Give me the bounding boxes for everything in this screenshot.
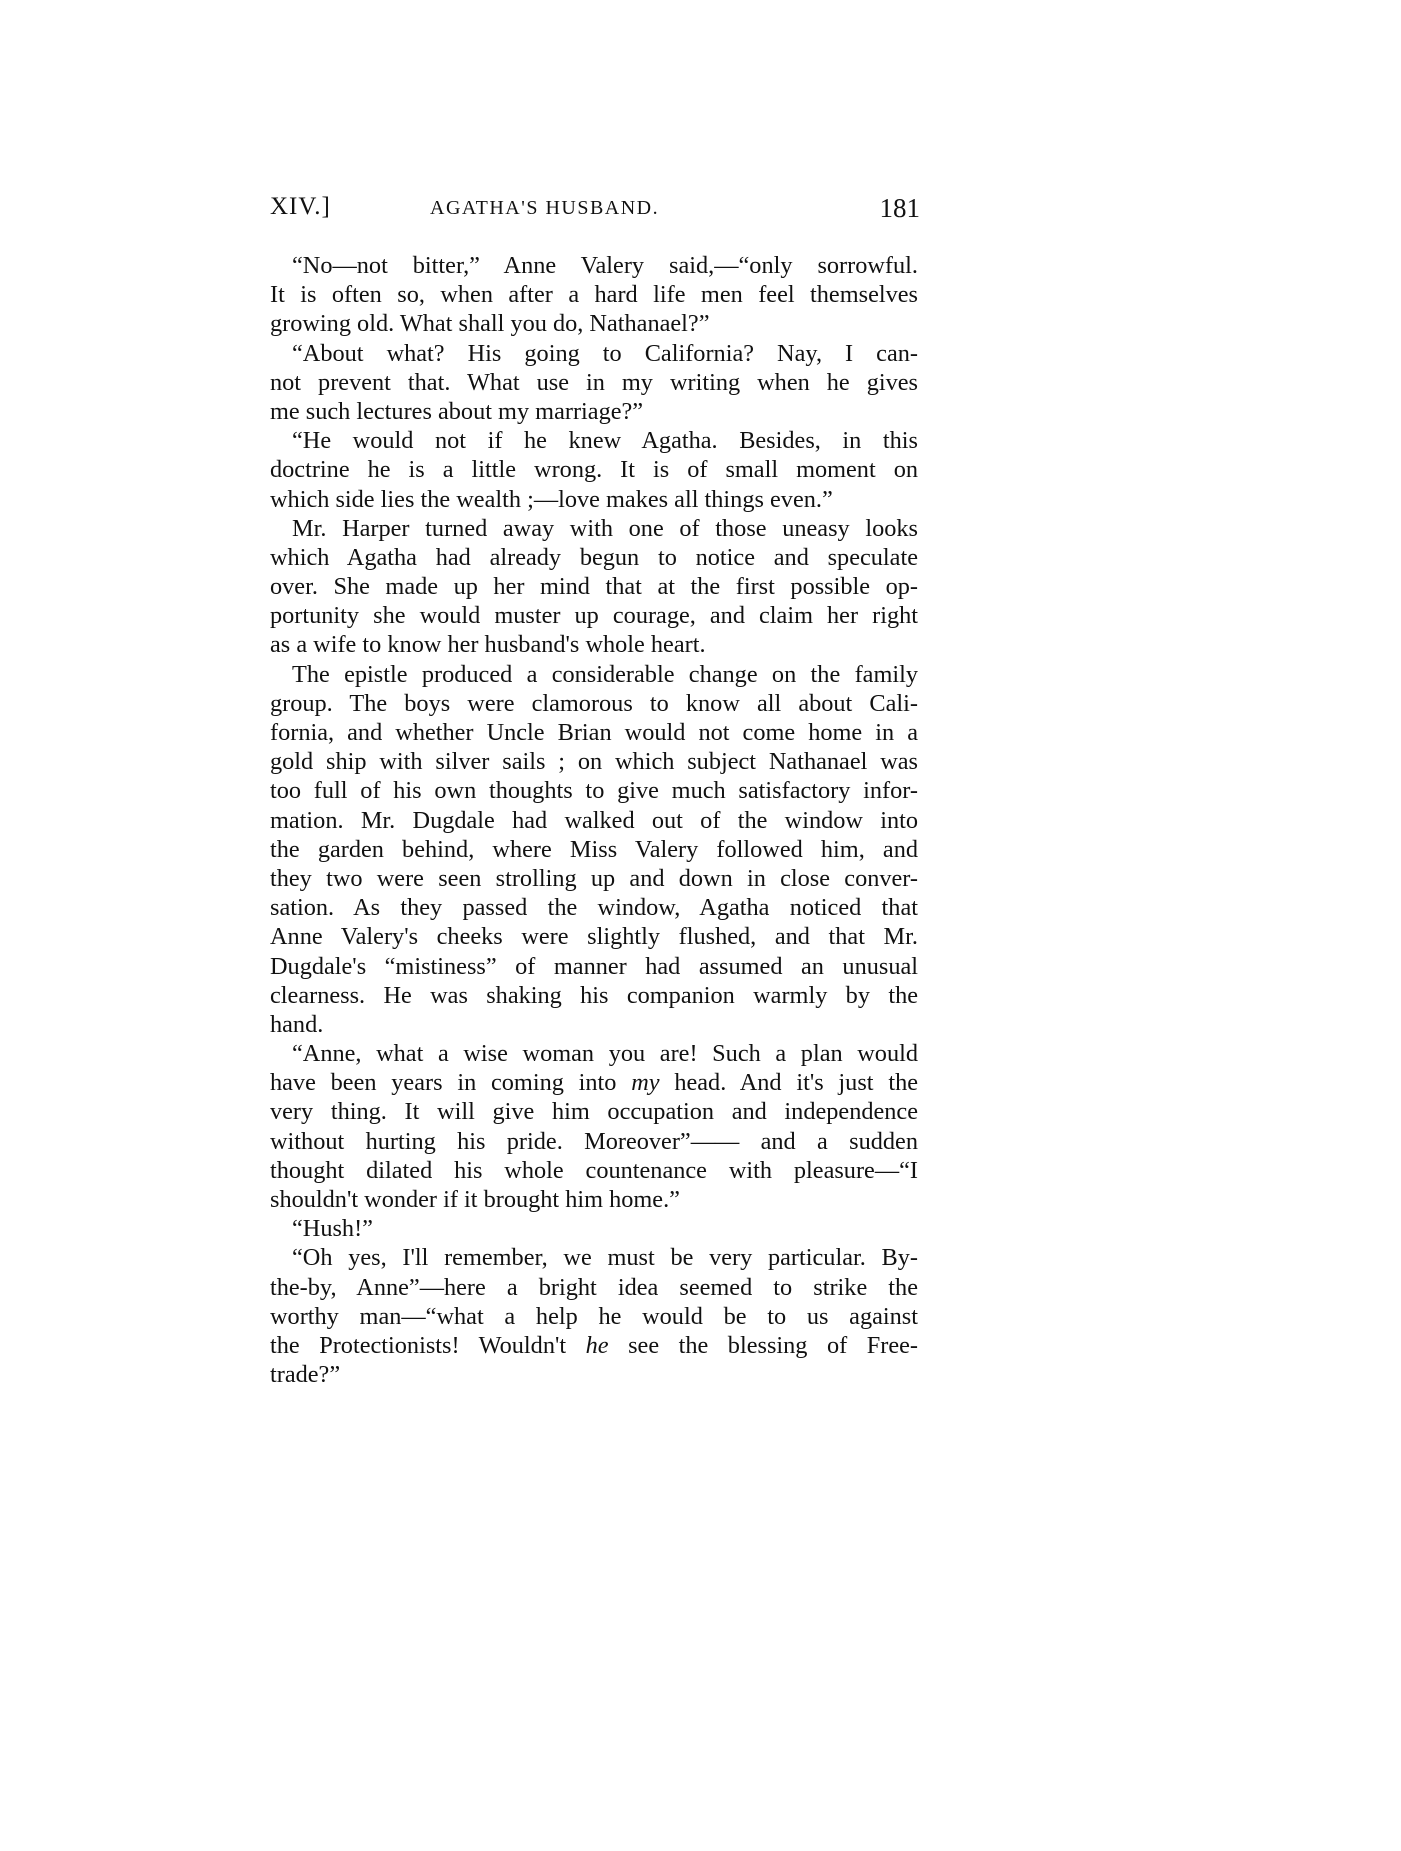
text-line: fornia, and whether Uncle Brian would not come home in a [270, 719, 918, 746]
text-line: too full of his own thoughts to give much satisfactory infor- [270, 777, 918, 805]
paragraph [270, 251, 918, 339]
italic-word: my [631, 1069, 660, 1097]
text-line: Dugdale's “mistiness” of manner had assumed an unusual [270, 952, 918, 980]
text-line: trade?” [270, 1361, 341, 1389]
text-line: “No—not bitter,” Anne Valery said,—“only sorrowful. [292, 252, 918, 279]
running-title: AGATHA'S HUSBAND. [430, 197, 660, 219]
text-line: “About what? His going to California? Nay, I can- [292, 339, 918, 367]
text-line: worthy man—“what a help he would be to us against [270, 1302, 918, 1330]
text-line: me such lectures about my marriage?” [270, 397, 644, 425]
text-line: not prevent that. What use in my writing when he gives [270, 368, 918, 396]
text-line: Anne Valery's cheeks were slightly flushed, and that Mr. [270, 923, 918, 951]
text-line: portunity she would muster up courage, and claim her right [270, 602, 918, 630]
paragraph [270, 1243, 918, 1389]
text-line: shouldn't wonder if it brought him home.” [270, 1186, 680, 1213]
text-line: over. She made up her mind that at the first possible op- [270, 573, 918, 601]
text-line: as a wife to know her husband's whole heart. [270, 631, 706, 659]
text-line: growing old. What shall you do, Nathanael?” [270, 310, 710, 338]
italic-word: he [585, 1331, 609, 1359]
text-line: they two were seen strolling up and down in close conver- [270, 864, 918, 892]
text-line: It is often so, when after a hard life men feel themselves [270, 281, 918, 309]
text-line: gold ship with silver sails ; on which subject Nathanael was [270, 748, 918, 776]
text-line: “Hush!” [292, 1215, 373, 1243]
paragraph [270, 1214, 918, 1243]
text-line: “Anne, what a wise woman you are! Such a plan would [292, 1040, 918, 1068]
paragraph [270, 660, 918, 1039]
text-line: clearness. He was shaking his companion warmly by the [270, 981, 918, 1009]
text-line: have been years in coming into my head. And it's just the [270, 1069, 918, 1097]
text-line: hand. [270, 1010, 324, 1038]
text-line: sation. As they passed the window, Agatha noticed that [270, 894, 918, 922]
text-line: thought dilated his whole countenance with pleasure—“I [270, 1156, 918, 1184]
paragraph [270, 1039, 918, 1214]
text-line: the garden behind, where Miss Valery followed him, and [270, 835, 918, 863]
text-line: the-by, Anne”—here a bright idea seemed to strike the [270, 1273, 918, 1301]
page-number: 181 [879, 193, 920, 223]
chapter-number: XIV.] [270, 193, 331, 220]
paragraph [270, 514, 918, 660]
text-line: which side lies the wealth ;—love makes all things even.” [270, 485, 833, 513]
text-line: The epistle produced a considerable change on the family [292, 660, 918, 688]
running-header [270, 193, 920, 227]
text-line: “He would not if he knew Agatha. Besides, in this [292, 427, 918, 455]
text-line: group. The boys were clamorous to know all about Cali- [270, 689, 918, 717]
text-line: mation. Mr. Dugdale had walked out of the window into [270, 806, 918, 834]
text-line: which Agatha had already begun to notice and speculate [270, 543, 918, 571]
text-line: without hurting his pride. Moreover”—— and a sudden [270, 1127, 918, 1155]
text-line: doctrine he is a little wrong. It is of small moment on [270, 456, 918, 484]
text-line: Mr. Harper turned away with one of those uneasy looks [292, 514, 918, 542]
text-line: the Protectionists! Wouldn't he see the blessing of Free- [270, 1331, 918, 1359]
paragraph [270, 339, 918, 427]
text-line: very thing. It will give him occupation and independence [270, 1098, 918, 1126]
text-line: “Oh yes, I'll remember, we must be very particular. By- [292, 1244, 918, 1272]
paragraph [270, 426, 918, 514]
page-body-text [270, 251, 918, 1389]
